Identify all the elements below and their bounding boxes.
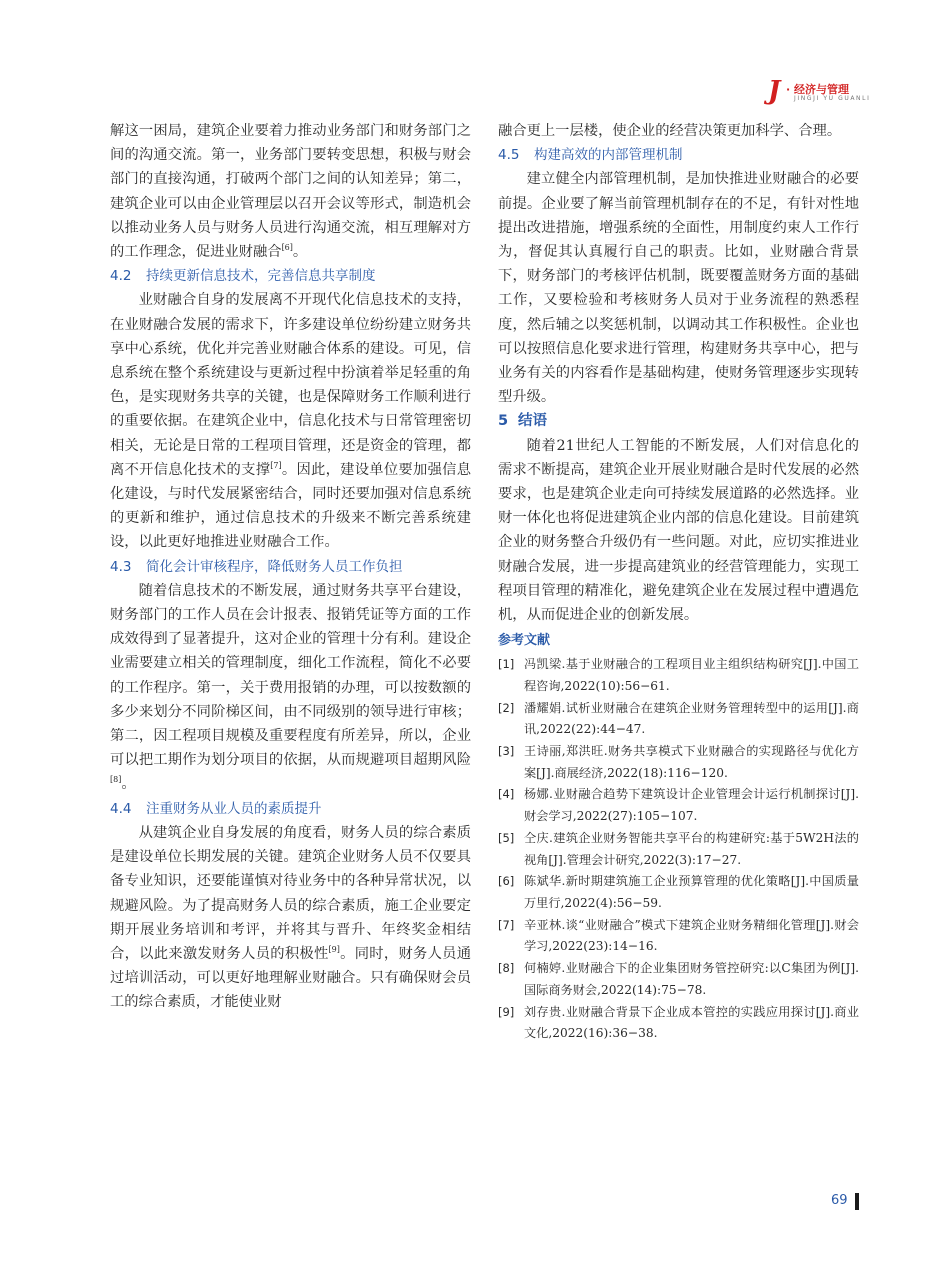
reference-item: [6] 陈斌华.新时期建筑施工企业预算管理的优化策略[J].中国质量万里行,2022(4):56−59. bbox=[498, 874, 859, 910]
citation[interactable]: [9] bbox=[328, 944, 340, 954]
reference-item: [2] 潘耀娟.试析业财融合在建筑企业财务管理转型中的运用[J].商讯,2022(22):44−47. bbox=[498, 700, 859, 737]
citation[interactable]: [8] bbox=[110, 775, 122, 785]
paragraph-4-3: 随着信息技术的不断发展，通过财务共享平台建设，财务部门的工作人员在会计报表、报销凭证等方面的工作成效得到了显著提升，这对企业的管理十分有利。建设企业需要建立相关的管理制度，细化工作流程，简化不必要的工作程序。第一，关于费用报销的办理，可以按数额的多少来划分不同阶梯区间，由不同级别的领导进行审核；第二，因工程项目规模及重要程度有所差异，所以，企业可以把工期作为划分项目的依据，从而规避项目超期风险[8]。 bbox=[110, 582, 471, 793]
reference-item: [3] 王诗丽,郑洪旺.财务共享模式下业财融合的实现路径与优化方案[J].商展经济,2022(18):116−120. bbox=[498, 744, 859, 780]
right-column bbox=[498, 119, 859, 1045]
section-heading-4-4: 4.4 注重财务从业人员的素质提升 bbox=[110, 800, 322, 817]
reference-item: [9] 刘存贵.业财融合背景下企业成本管控的实践应用探讨[J].商业文化,2022(16):36−38. bbox=[498, 1004, 859, 1041]
journal-title: · 经济与管理 bbox=[786, 83, 850, 96]
citation[interactable]: [6] bbox=[281, 243, 293, 253]
reference-item: [1] 冯凯梁.基于业财融合的工程项目业主组织结构研究[J].中国工程咨询,2022(10):56−61. bbox=[498, 657, 859, 693]
reference-list bbox=[498, 654, 859, 1045]
paragraph-4-5: 建立健全内部管理机制，是加快推进业财融合的必要前提。企业要了解当前管理机制存在的不足，有针对性地提出改进措施，增强系统的全面性，用制度约束人工作行为，督促其认真履行自己的职责。比如，业财融合背景下，财务部门的考核评估机制，既要覆盖财务方面的基础工作，又要检验和考核财务人员对于业务流程的熟悉程度，然后辅之以奖惩机制，以调动其工作积极性。企业也可以按照信息化要求进行管理，构建财务共享中心，把与业务有关的内容看作是基础构建，使财务管理逐步实现转型升级。 bbox=[498, 171, 859, 406]
reference-item: [7] 辛亚林.谈“业财融合”模式下建筑企业财务精细化管理[J].财会学习,2022(23):14−16. bbox=[498, 917, 859, 954]
reference-item: [8] 何楠婷.业财融合下的企业集团财务管控研究:以C集团为例[J].国际商务财会,2022(14):75−78. bbox=[498, 961, 859, 997]
citation[interactable]: [7] bbox=[270, 460, 282, 470]
journal-logo-letter: J bbox=[768, 76, 781, 106]
paragraph-intro: 解这一困局，建筑企业要着力推动业务部门和财务部门之间的沟通交流。第一，业务部门要转变思想，积极与财会部门的直接沟通，打破两个部门之间的认知差异；第二，建筑企业可以由企业管理层以召开会议等形式，制造机会以推动业务人员与财务人员进行沟通交流，相互理解对方的工作理念，促进业财融合[6]。 bbox=[110, 123, 471, 261]
section-heading-4-3: 4.3 简化会计审核程序，降低财务人员工作负担 bbox=[110, 558, 403, 575]
paragraph-4-2: 业财融合自身的发展离不开现代化信息技术的支持，在业财融合发展的需求下，许多建设单位纷纷建立财务共享中心系统，优化并完善业财融合体系的建设。可见，信息系统在整个系统建设与更新过程中扮演着举足轻重的角色，是实现财务共享的关键，也是保障财务工作顺利进行的重要依据。在建筑企业中，信息化技术与日常管理密切相关，无论是日常的工程项目管理，还是资金的管理，都离不开信息化技术的支撑[7]。因此，建设单位要加强信息化建设，与时代发展紧密结合，同时还要加强对信息系统的更新和维护，通过信息技术的升级来不断完善系统建设，以此更好地推进业财融合工作。 bbox=[110, 292, 472, 551]
paragraph-conclusion: 随着21世纪人工智能的不断发展，人们对信息化的需求不断提高，建筑企业开展业财融合是时代发展的必然要求，也是建筑企业走向可持续发展道路的必然选择。业财一体化也将促进建筑企业内部的信息化建设。目前建筑企业的财务整合升级仍有一些问题。对此，应切实推进业财融合发展，进一步提高建筑业的经营管理能力，实现工程项目管理的精准化，避免建筑企业在发展过程中遭遇危机，从而促进企业的创新发展。 bbox=[498, 437, 859, 624]
reference-item: [4] 杨娜.业财融合趋势下建筑设计企业管理会计运行机制探讨[J].财会学习,2022(27):105−107. bbox=[498, 787, 859, 824]
paragraph-continued: 融合更上一层楼，使企业的经营决策更加科学、合理。 bbox=[498, 123, 842, 139]
journal-logo bbox=[768, 76, 871, 106]
section-heading-5: 5 结语 bbox=[498, 413, 547, 430]
page-number: 69 bbox=[831, 1193, 848, 1208]
reference-item: [5] 仝庆.建筑企业财务智能共享平台的构建研究:基于5W2H法的视角[J].管理会计研究,2022(3):17−27. bbox=[498, 830, 859, 867]
references-heading: 参考文献 bbox=[498, 633, 551, 649]
journal-pinyin: JINGJI YU GUANLI bbox=[794, 95, 871, 102]
section-heading-4-2: 4.2 持续更新信息技术，完善信息共享制度 bbox=[110, 268, 376, 285]
paragraph-4-4: 从建筑企业自身发展的角度看，财务人员的综合素质是建设单位长期发展的关键。建筑企业财务人员不仅要具备专业知识，还要能谨慎对待业务中的各种异常状况，以规避风险。为了提高财务人员的综合素质，施工企业要定期开展业务培训和考评，并将其与晋升、年终奖金相结合，以此来激发财务人员的积极性[9]。同时，财务人员通过培训活动，可以更好地理解业财融合。只有确保财会员工的综合素质，才能使业财 bbox=[110, 824, 472, 1011]
left-column bbox=[110, 119, 471, 1015]
page-number-bar bbox=[855, 1193, 859, 1210]
section-heading-4-5: 4.5 构建高效的内部管理机制 bbox=[498, 147, 683, 164]
